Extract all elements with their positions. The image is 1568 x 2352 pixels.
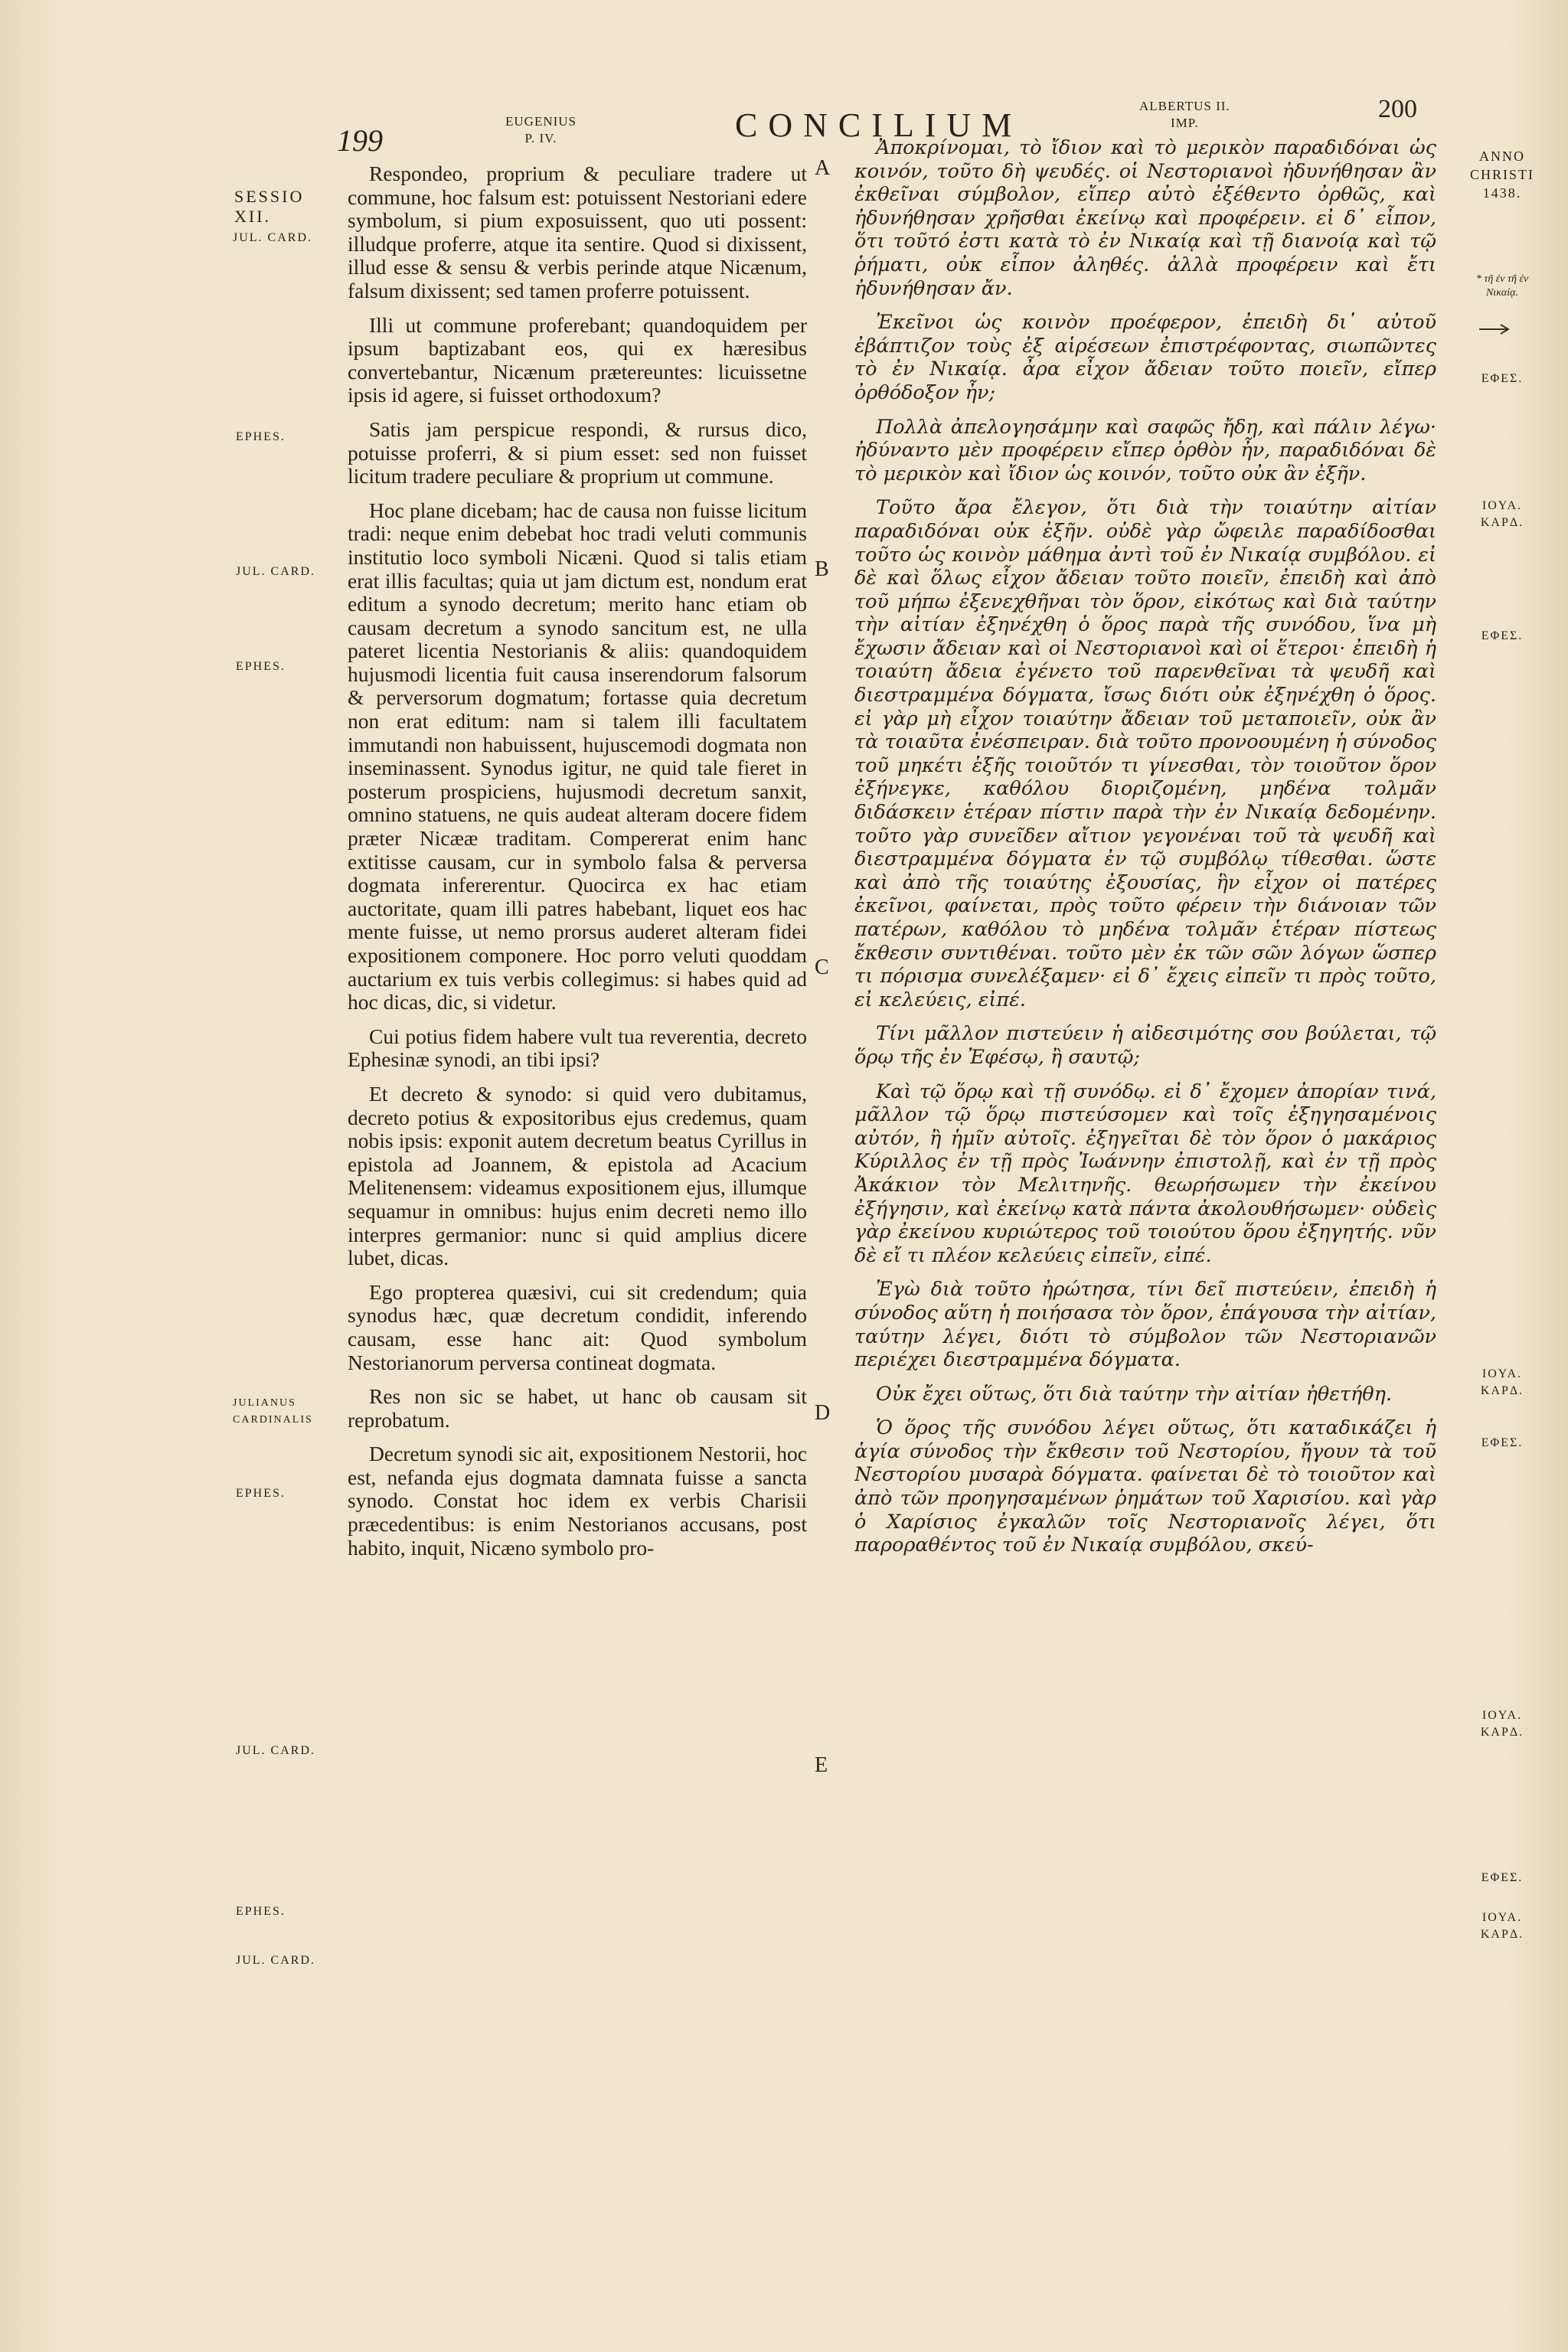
greek-paragraph: Ἐγὼ διὰ τοῦτο ἠρώτησα, τίνι δεῖ πιστεύειν, ἐπειδὴ ἡ σύνοδος αὕτη ἡ ποιήσασα τὸν ὅρον, ἐπάγουσα τὴν αἰτίαν, ταύτην λέγει, διότι τὸ σύμβολον τῶν Νεστοριανῶν περιέχει διεστραμμένα δόγματα. <box>854 1278 1436 1372</box>
greek-paragraph: Ὁ ὅρος τῆς συνόδου λέγει οὕτως, ὅτι καταδικάζει ἡ ἁγία σύνοδος τὴν ἔκθεσιν τοῦ Νεστορίου, ἤγουν τὰ τοῦ Νεστορίου μυσαρὰ δόγματα. φαίνεται δὲ τὸ τοιοῦτον καὶ ἀπὸ τῶν προηγησαμένων ῥημάτων τοῦ Χαρισίου. καὶ γὰρ ὁ Χαρίσιος ἐγκαλῶν τοῖς Νεστοριανοῖς λέγει, ὅτι παροραθέντος τοῦ ἐν Νικαίᾳ συμβόλου, σκεύ- <box>854 1416 1436 1557</box>
greek-paragraph: Οὐκ ἔχει οὕτως, ὅτι διὰ ταύτην τὴν αἰτίαν ἠθετήθη. <box>876 1382 1393 1406</box>
latin-paragraph: Hoc plane dicebam; hac de causa non fuisse licitum tradi: neque enim debebat hoc tradi veluti communis institutio loco symboli Nicæni. Quod si talis etiam erat illis facultas; quia ut jam dictum est, nondum erat editum a synodo decretum; merito hanc etiam ob causam decretum a synodo sancitum est, ne ulla pateret licentia Nestorianis & aliis: quandoquidem hujusmodi licentia fuit causa inserendorum falsorum & perversorum dogmatum; fortasse quia decretum non erat editum: nam si talem illi facultatem immutandi non habuissent, hujuscemodi dogmata non inseminassent. Synodus igitur, ne quid tale fieret in posterum prospiciens, hujusmodi decretum sanxit, omnino statuens, ne quis audeat alteram docere fidem præter Nicææ traditam. Compererat enim hanc extitisse causam, cur in symbolo falsa & perversa dogmata infererentur. Quocirca ex hac etiam auctoritate, quam illi patres habebant, liquet eos hac mente fuisse, ut nemo prorsus auderet alteram fidei expositionem componere. Hoc porro veluti quoddam auctarium ex tuis verbis collegimus: si habes quid ad hoc dicas, dic, si videtur. <box>348 498 807 1014</box>
right-margin-note: IOYA. KAPΔ. <box>1480 499 1524 529</box>
left-margin-note: JUL. CARD. <box>236 565 316 578</box>
right-margin-note: * τῆ ἐν τῆ ἐν Νικαίᾳ. <box>1475 273 1529 299</box>
left-margin-note: EPHES. <box>236 1905 286 1918</box>
page-number-left: 199 <box>337 123 383 158</box>
right-margin-note: EΦEΣ. <box>1481 1871 1524 1884</box>
left-margin-note: EPHES. <box>236 1487 286 1500</box>
left-margin-note: JUL. CARD. <box>233 231 313 244</box>
latin-paragraph: Satis jam perspicue respondi, & rursus dico, potuisse proferri, & si pium esset: sed non fuisset licitum tradere peculiare & proprium ut commune. <box>348 416 807 488</box>
running-head-emperor: ALBERTUS II. IMP. <box>1139 99 1230 130</box>
latin-paragraph: Illi ut commune proferebant; quandoquidem per ipsum baptizabant eos, qui ex hæresibus convertebantur, Nicænum prætereuntes: licuissetne ipsis id agere, si fuisset orthodoxum? <box>348 312 807 407</box>
section-letter: C <box>815 956 829 979</box>
left-margin-note: JULIANUS CARDINALIS <box>233 1397 313 1426</box>
latin-paragraph: Ego propterea quæsivi, cui sit credendum; quia synodus hæc, quæ decretum condidit, inferendo causam, esse hanc ait: Quod symbolum Nestorianorum perversa contineat dogmata. <box>348 1279 807 1374</box>
greek-paragraph: Πολλὰ ἀπελογησάμην καὶ σαφῶς ἤδη, καὶ πάλιν λέγω· ἠδύναντο μὲν προφέρειν εἴπερ ὀρθὸν ἦν, παραδιδόναι δὲ τὸ μερικὸν καὶ ἴδιον ὡς κοινόν, τοῦτο οὐκ ἂν ἐξῆν. <box>854 415 1436 485</box>
latin-paragraph: Cui potius fidem habere vult tua reverentia, decreto Ephesinæ synodi, an tibi ipsi? <box>348 1024 807 1072</box>
right-margin-note: EΦEΣ. <box>1481 1436 1524 1449</box>
right-margin-note: ANNO CHRISTI 1438. <box>1469 149 1534 201</box>
section-letter: D <box>815 1401 831 1425</box>
running-head-pope: EUGENIUS P. IV. <box>505 114 577 145</box>
pointing-arrow-icon <box>1478 322 1513 337</box>
right-margin-note: IOYA. KAPΔ. <box>1480 1367 1524 1397</box>
running-head-title: CONCILIUM <box>735 106 1023 144</box>
latin-column <box>348 162 807 2099</box>
left-margin-note: JUL. CARD. <box>236 1744 316 1757</box>
section-letter: A <box>815 156 831 180</box>
latin-paragraph: Et decreto & synodo: si quid vero dubitamus, decreto potius & expositoribus ejus credemus, quam nobis ipsis: exponit autem decretum beatus Cyrillus in epistola ad Joannem, & epistola ad Acacium Melitenensem: videamus expositionem ejus, illumque sequamur in omnibus: hujus enim decreti nemo illo interpres germanior: nunc si quid amplius dicere lubet, dicas. <box>348 1081 807 1270</box>
greek-paragraph: Ἐκεῖνοι ὡς κοινὸν προέφερον, ἐπειδὴ δι᾽ αὐτοῦ ἐβάπτιζον τοὺς ἐξ αἱρέσεων ἐπιστρέφοντας, σιωπῶντες τὸ ἐν Νικαίᾳ. ἆρα εἶχον ἄδειαν τοῦτο ποιεῖν, εἴπερ ὀρθόδοξον ἦν; <box>854 311 1436 404</box>
greek-paragraph: Τίνι μᾶλλον πιστεύειν ἡ αἰδεσιμότης σου βούλεται, τῷ ὅρῳ τῆς ἐν Ἐφέσῳ, ἢ σαυτῷ; <box>854 1022 1436 1069</box>
section-letter: B <box>815 557 829 581</box>
section-letter: E <box>815 1753 828 1777</box>
right-margin-note: IOYA. KAPΔ. <box>1480 1709 1524 1739</box>
latin-paragraph: Respondeo, proprium & peculiare tradere ut commune, hoc falsum est: potuissent Nestoriani edere symbolum, si pium exposuissent, quo uti possent: illudque proferre, atque ita sentire. Quod si dixissent, illud esse & sensu & verbis perinde atque Nicænum, falsum dixissent; sed tamen proferre potuissent. <box>348 162 807 302</box>
left-margin-note: JUL. CARD. <box>236 1954 316 1967</box>
greek-paragraph: Ἀποκρίνομαι, τὸ ἴδιον καὶ τὸ μερικὸν παραδιδόναι ὡς κοινόν, τοῦτο δὴ ψευδές. οἱ Νεστοριανοὶ ἠδυνήθησαν ἂν ἐκθεῖναι σύμβολον, εἴπερ αὐτὸ ἐξέθεντο ὀρθῶς, καὶ ἠδυνήθησαν χρῆσθαι ἐκείνῳ καὶ προφέρειν. εἰ δ᾽ εἶπον, ὅτι τοῦτό ἐστι κατὰ τὸ ἐν Νικαίᾳ καὶ τῇ διανοίᾳ καὶ τῷ ῥήματι, οὐκ εἶπον ἀληθές. ἀλλὰ προφέρειν καὶ ἔτι ἠδυνήθησαν ἄν. <box>854 136 1436 300</box>
latin-paragraph: Res non sic se habet, ut hanc ob causam sit reprobatum. <box>348 1384 807 1432</box>
greek-column <box>854 136 1436 2112</box>
right-margin-note: IOYA. KAPΔ. <box>1480 1911 1524 1941</box>
latin-paragraph: Decretum synodi sic ait, expositionem Nestorii, hoc est, nefanda ejus dogmata damnata fuisse a sancta synodo. Constat hoc idem ex verbis Charisii præcedentibus: is enim Nestorianos accusans, post habito, inquit, Nicæno symbolo pro- <box>348 1442 807 1560</box>
greek-paragraph: Τοῦτο ἄρα ἔλεγον, ὅτι διὰ τὴν τοιαύτην αἰτίαν παραδιδόναι οὐκ ἐξῆν. οὐδὲ γὰρ ὤφειλε παραδίδοσθαι τοῦτο ὡς κοινὸν μάθημα ἀντὶ τοῦ ἐν Νικαίᾳ συμβόλου. εἰ δὲ καὶ ὅλως εἶχον ἄδειαν τοῦτο ποιεῖν, ἐπειδὴ καὶ ἀπὸ τοῦ μήπω ἐξενεχθῆναι τὸν ὅρον, εἰκότως καὶ διὰ ταύτην τὴν αἰτίαν ἐξηνέχθη ὁ ὅρος παρὰ τῆς συνόδου, ἵνα μὴ ἔχωσιν ἄδειαν καὶ οἱ Νεστοριανοὶ καὶ οἱ ἕτεροι· ἐπειδὴ ἡ τοιαύτη ἄδεια ἐγένετο τοῦ παρενθεῖναι τὰ ψευδῆ καὶ διεστραμμένα δόγματα, ἴσως διότι οὐκ ἐξηνέχθη ὁ ὅρος. εἰ γὰρ μὴ εἶχον τοιαύτην ἄδειαν τοῦ μεταποιεῖν, οὐκ ἂν τὰ τοιαῦτα ἐνέσπειραν. διὰ τοῦτο προνοουμένη ἡ σύνοδος τοῦ μηκέτι ἑξῆς τοιοῦτόν τι γίνεσθαι, τὸν τοιοῦτον ὅρον ἐξήνεγκε, καθόλου διοριζομένη, μηδένα τολμᾶν διδάσκειν ἑτέραν πίστιν παρὰ τὴν ἐν Νικαίᾳ δεδομένην. τοῦτο γὰρ συνεῖδεν αἴτιον γεγονέναι τοῦ τὰ ψευδῆ καὶ διεστραμμένα δόγματα ἐν τῷ συμβόλῳ τίθεσθαι. ὥστε καὶ ἀπὸ τῆς τοιαύτης ἐξουσίας, ἣν εἶχον οἱ πατέρες ἐκεῖνοι, φαίνεται, πρὸς τοῦτο φέρειν τὴν διάνοιαν τῶν πατέρων, καθόλου τὸ μηδένα τολμᾶν ἑτέραν πίστεως ἔκθεσιν συντιθέναι. τοῦτο μὲν ἐκ τῶν σῶν λόγων ὥσπερ τι πόρισμα συνελέξαμεν· εἰ δ᾽ ἔχεις εἰπεῖν τι πρὸς τοῦτο, εἰ κελεύεις, εἰπέ. <box>854 496 1436 1011</box>
left-margin-note: SESSIO XII. <box>234 187 305 226</box>
right-margin-note: EΦEΣ. <box>1481 372 1524 385</box>
greek-paragraph: Καὶ τῷ ὅρῳ καὶ τῇ συνόδῳ. εἰ δ᾽ ἔχομεν ἀπορίαν τινά, μᾶλλον τῷ ὅρῳ πιστεύσομεν καὶ τοῖς ἐξηγησαμένοις αὐτόν, ἢ ἡμῖν αὐτοῖς. ἐξηγεῖται δὲ τὸν ὅρον ὁ μακάριος Κύριλλος ἐν τῇ πρὸς Ἰωάννην ἐπιστολῇ, καὶ ἐν τῇ πρὸς Ἀκάκιον τὸν Μελιτηνῆς. θεωρήσωμεν τὴν ἐκείνου ἐξήγησιν, καὶ ἐκείνῳ κατὰ πάντα ἀκολουθήσωμεν· οὐδεὶς γὰρ ἐκείνου κυριώτερος τοῦ τοιούτου ὅρου ἐξηγητής. νῦν δὲ εἴ τι πλέον κελεύεις εἰπεῖν, εἰπέ. <box>854 1080 1436 1267</box>
page-number-right: 200 <box>1378 95 1417 123</box>
left-margin-note: EPHES. <box>236 660 286 673</box>
left-margin-note: EPHES. <box>236 430 286 443</box>
right-margin-note: EΦEΣ. <box>1481 629 1524 642</box>
